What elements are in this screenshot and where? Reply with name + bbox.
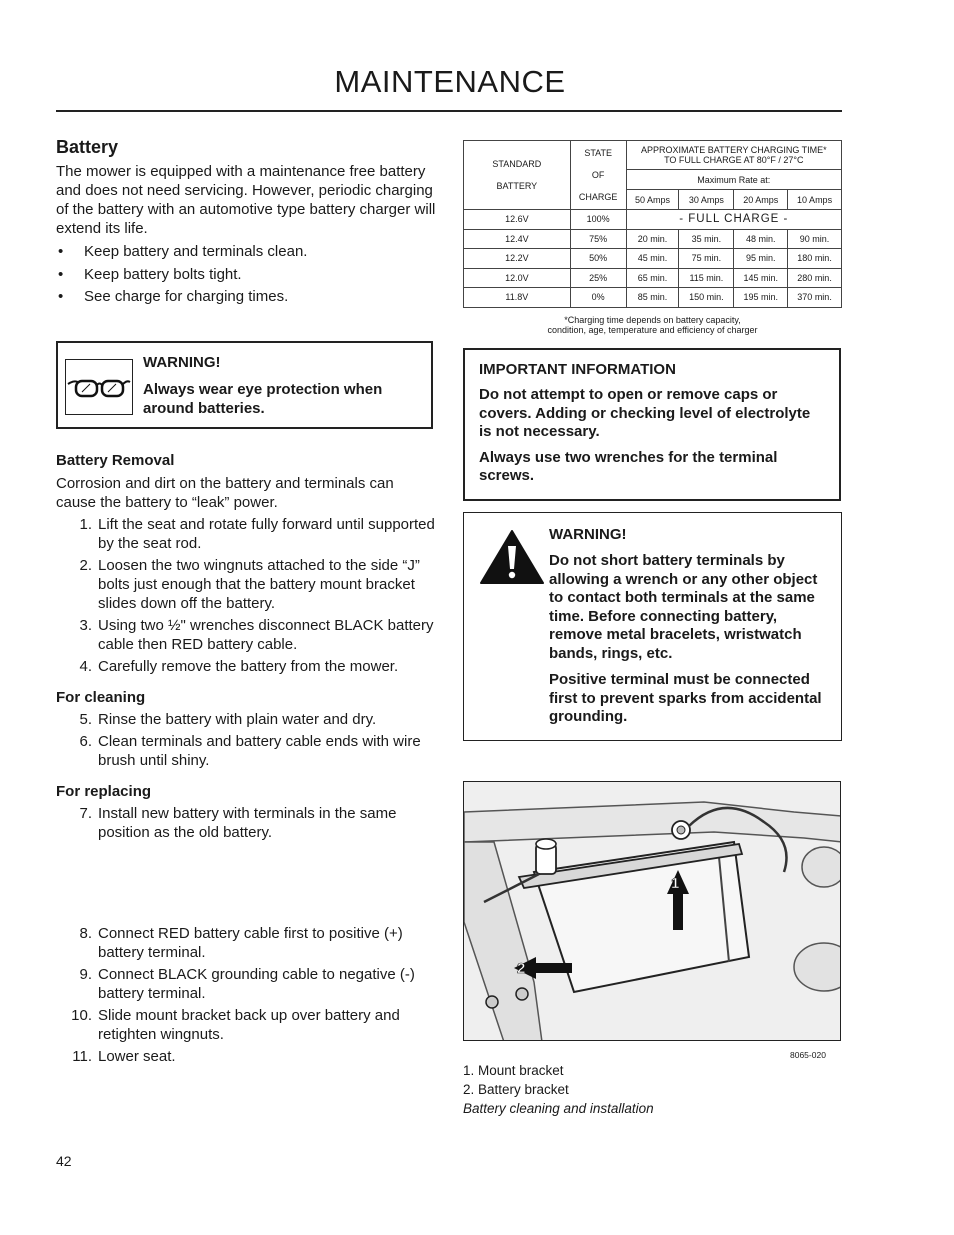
step-number: 4.: [79, 658, 92, 675]
amps-header-cell: 20 Amps: [734, 190, 788, 210]
step-number: 5.: [79, 711, 92, 728]
state-of-charge-cell: 25%: [570, 268, 626, 288]
step-number: 2.: [79, 557, 92, 574]
replacing-step-list-a: [56, 804, 436, 842]
step-text: Carefully remove the battery from the mower.: [98, 658, 399, 675]
approx-line1: APPROXIMATE BATTERY CHARGING TIME*: [640, 145, 827, 155]
charge-time-cell: 20 min.: [626, 229, 679, 249]
charge-time-cell: 280 min.: [788, 268, 842, 288]
battery-heading: Battery: [56, 137, 119, 157]
charging-table: [463, 140, 842, 335]
battery-bullet-item: • See charge for charging times.: [56, 287, 436, 306]
charge-time-cell: 145 min.: [734, 268, 788, 288]
removal-step-list: [56, 515, 436, 676]
callout-2: 2: [517, 960, 526, 977]
callout-1: 1: [671, 875, 680, 892]
step-item: [56, 924, 436, 962]
step-text: Rinse the battery with plain water and dry.: [98, 711, 377, 728]
battery-installation-photo: [463, 781, 841, 1041]
charge-time-cell: 65 min.: [626, 268, 679, 288]
battery-removal-heading: Battery Removal: [56, 452, 175, 469]
amps-header-cell: 50 Amps: [626, 190, 679, 210]
charge-time-cell: 48 min.: [734, 229, 788, 249]
step-number: 10.: [71, 1007, 92, 1024]
table-row: [464, 288, 842, 308]
max-rate-header: Maximum Rate at:: [626, 170, 841, 190]
warning1-text: Always wear eye protection when around batteries.: [143, 381, 383, 417]
charge-time-cell: 370 min.: [788, 288, 842, 308]
charge-time-cell: 75 min.: [679, 249, 734, 269]
col2-line3: CHARGE: [578, 192, 618, 202]
battery-removal-section: [56, 452, 436, 679]
battery-bullet-item: • Keep battery and terminals clean.: [56, 242, 436, 261]
eye-protection-warning: [56, 341, 433, 429]
cleaning-heading: For cleaning: [56, 689, 146, 706]
replacing-section: [56, 783, 436, 845]
battery-removal-intro: Corrosion and dirt on the battery and terminals can cause the battery to “leak” power.: [56, 475, 394, 511]
approx-time-header: [626, 141, 841, 170]
step-item: [56, 965, 436, 1003]
important-p2: Always use two wrenches for the terminal screws.: [479, 448, 778, 484]
voltage-cell: 12.2V: [464, 249, 571, 269]
amps-header-cell: 10 Amps: [788, 190, 842, 210]
full-charge-cell: - FULL CHARGE -: [626, 210, 841, 230]
battery-section: [56, 137, 436, 310]
standard-battery-header: [464, 141, 571, 210]
amps-header-cell: 30 Amps: [679, 190, 734, 210]
voltage-cell: 12.4V: [464, 229, 571, 249]
important-p1: Do not attempt to open or remove caps or covers. Adding or checking level of electrolyte is not necessary.: [479, 386, 811, 440]
col2-line1: STATE: [584, 148, 612, 158]
table-row: [464, 268, 842, 288]
charge-time-cell: 150 min.: [679, 288, 734, 308]
approx-line2: TO FULL CHARGE AT 80°F / 27°C: [664, 155, 804, 165]
warning-triangle-icon: [479, 529, 545, 590]
step-text: Slide mount bracket back up over battery and retighten wingnuts.: [98, 1007, 400, 1043]
step-item: [56, 657, 436, 676]
table-row: [464, 210, 842, 230]
safety-glasses-icon: [65, 359, 133, 415]
state-of-charge-cell: 75%: [570, 229, 626, 249]
step-number: 8.: [79, 925, 92, 942]
step-item: [56, 1047, 436, 1066]
footnote-line2: condition, age, temperature and efficiency of charger: [547, 324, 758, 335]
charge-time-cell: 95 min.: [734, 249, 788, 269]
step-number: 9.: [79, 966, 92, 983]
step-number: 6.: [79, 733, 92, 750]
charging-footnote: [463, 315, 842, 335]
page-title: MAINTENANCE: [334, 64, 566, 99]
state-of-charge-cell: 0%: [570, 288, 626, 308]
state-of-charge-cell: 50%: [570, 249, 626, 269]
step-item: [56, 804, 436, 842]
voltage-cell: 12.0V: [464, 268, 571, 288]
title-divider: [56, 110, 842, 112]
short-circuit-warning: [463, 512, 842, 741]
warning2-p2: Positive terminal must be connected first to prevent sparks from accidental grounding.: [549, 671, 822, 726]
battery-intro: The mower is equipped with a maintenance free battery and does not need servicing. However, periodic charging of the battery with an automotive type battery charger will extend its life.: [56, 163, 436, 237]
state-of-charge-header: [570, 141, 626, 210]
warning1-title: WARNING!: [143, 354, 221, 371]
step-text: Loosen the two wingnuts attached to the side “J” bolts just enough that the battery mount bracket slides down off the battery.: [98, 557, 420, 612]
step-number: 1.: [79, 516, 92, 533]
cleaning-step-list: [56, 710, 436, 770]
col2-line2: OF: [591, 170, 605, 180]
charge-time-cell: 115 min.: [679, 268, 734, 288]
voltage-cell: 11.8V: [464, 288, 571, 308]
charge-time-cell: 45 min.: [626, 249, 679, 269]
important-information-box: [463, 348, 841, 501]
cleaning-section: [56, 689, 436, 773]
replacing-heading: For replacing: [56, 783, 152, 800]
charge-time-cell: 90 min.: [788, 229, 842, 249]
warning2-p1: Do not short battery terminals by allowing a wrench or any other object to contact both terminals at the same time. Before connecting battery, remove metal bracelets, wristwatch bands, rings, etc.: [549, 552, 818, 662]
charge-time-cell: 85 min.: [626, 288, 679, 308]
legend-item-battery-bracket: 2. Battery bracket: [463, 1082, 569, 1097]
charge-time-cell: 195 min.: [734, 288, 788, 308]
table-row: [464, 249, 842, 269]
step-text: Install new battery with terminals in the same position as the old battery.: [98, 805, 397, 841]
table-row: [464, 229, 842, 249]
figure-caption: Battery cleaning and installation: [463, 1101, 654, 1116]
col1-line2: BATTERY: [496, 181, 538, 191]
step-text: Clean terminals and battery cable ends with wire brush until shiny.: [98, 733, 421, 769]
step-item: [56, 732, 436, 770]
warning2-title: WARNING!: [549, 526, 627, 543]
step-number: 3.: [79, 617, 92, 634]
step-text: Connect BLACK grounding cable to negative (-) battery terminal.: [98, 966, 415, 1002]
important-title: IMPORTANT INFORMATION: [479, 361, 676, 378]
step-text: Using two ½" wrenches disconnect BLACK battery cable then RED battery cable.: [98, 617, 434, 653]
step-item: [56, 556, 436, 613]
footnote-line1: *Charging time depends on battery capacity,: [564, 314, 741, 325]
charge-time-cell: 180 min.: [788, 249, 842, 269]
legend-item-mount-bracket: 1. Mount bracket: [463, 1063, 564, 1078]
replacing-step-list-b: [56, 924, 436, 1066]
step-item: [56, 1006, 436, 1044]
voltage-cell: 12.6V: [464, 210, 571, 230]
battery-bullet-item: • Keep battery bolts tight.: [56, 265, 436, 284]
figure-legend: [463, 1061, 654, 1118]
step-text: Lower seat.: [98, 1048, 176, 1065]
state-of-charge-cell: 100%: [570, 210, 626, 230]
charge-time-cell: 35 min.: [679, 229, 734, 249]
replacing-steps-continued: [56, 924, 436, 1069]
step-item: [56, 616, 436, 654]
step-text: Lift the seat and rotate fully forward until supported by the seat rod.: [98, 516, 435, 552]
step-item: [56, 710, 436, 729]
step-number: 11.: [72, 1048, 92, 1065]
step-item: [56, 515, 436, 553]
figure-code: 8065-020: [790, 1050, 826, 1060]
step-text: Connect RED battery cable first to positive (+) battery terminal.: [98, 925, 403, 961]
page-number: 42: [56, 1153, 72, 1169]
step-number: 7.: [79, 805, 92, 822]
battery-bullet-list: [56, 242, 436, 306]
col1-line1: STANDARD: [492, 159, 542, 169]
